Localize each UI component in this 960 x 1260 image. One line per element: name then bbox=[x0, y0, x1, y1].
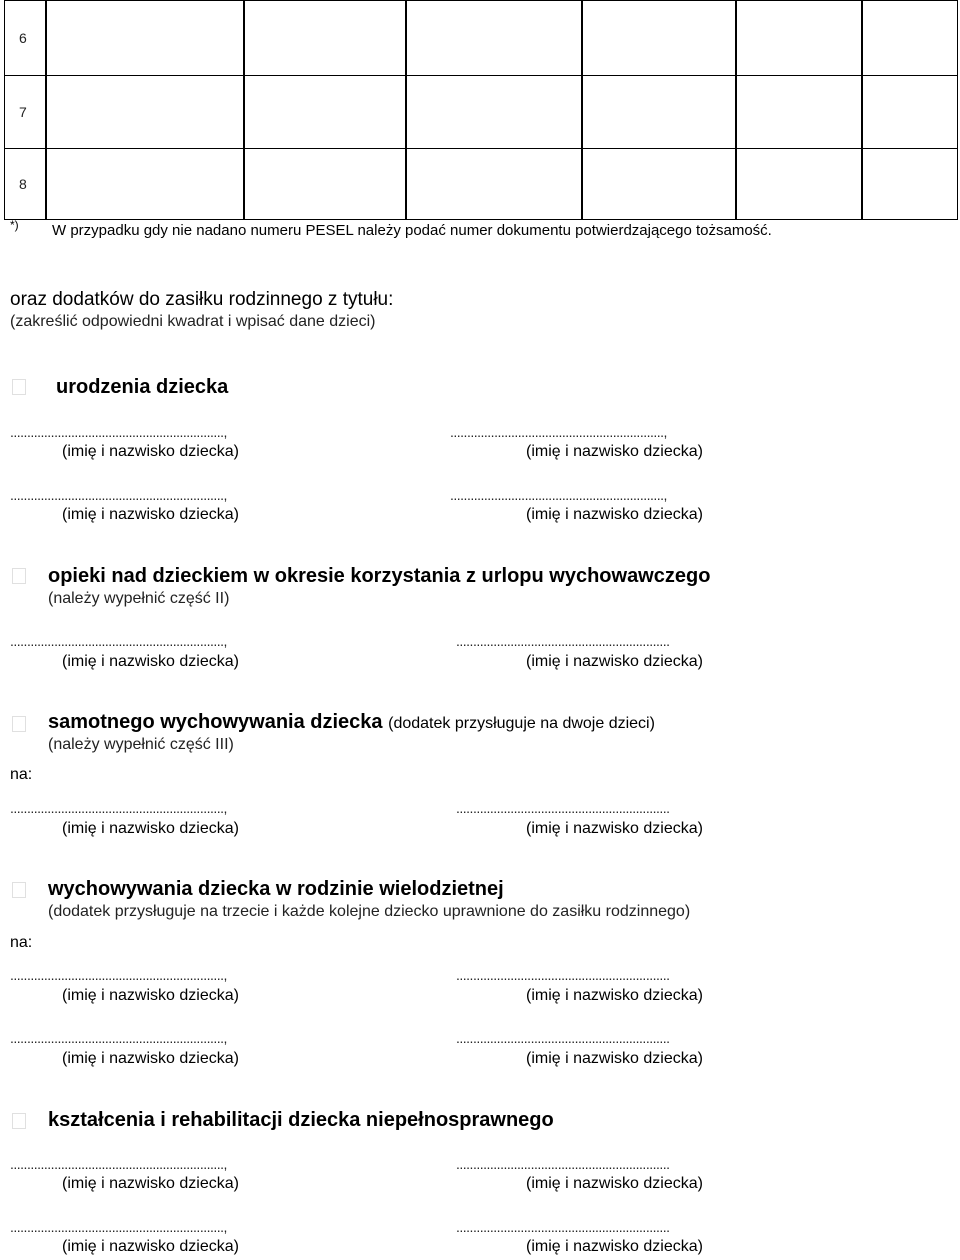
child-name-field[interactable]: ..............................................................., bbox=[10, 800, 227, 816]
child-name-field[interactable]: ............................................................... bbox=[456, 1219, 670, 1235]
table-cell[interactable] bbox=[46, 0, 244, 76]
field-caption: (imię i nazwisko dziecka) bbox=[526, 653, 703, 670]
table-cell[interactable] bbox=[244, 148, 406, 220]
child-name-field[interactable]: ............................................................... bbox=[456, 1156, 670, 1172]
table-cell[interactable] bbox=[582, 0, 736, 76]
field-caption: (imię i nazwisko dziecka) bbox=[62, 1050, 239, 1067]
field-caption: (imię i nazwisko dziecka) bbox=[62, 443, 239, 460]
table-row-number: 8 bbox=[4, 148, 46, 220]
field-caption: (imię i nazwisko dziecka) bbox=[526, 1175, 703, 1192]
child-name-field[interactable]: ............................................................... bbox=[456, 633, 670, 649]
table-cell[interactable] bbox=[582, 148, 736, 220]
option-title-wielodzietnej: wychowywania dziecka w rodzinie wielodzietnej bbox=[48, 878, 504, 900]
checkbox-wielodzietnej[interactable] bbox=[12, 882, 26, 898]
field-caption: (imię i nazwisko dziecka) bbox=[526, 820, 703, 837]
option-title-opieki: opieki nad dzieckiem w okresie korzystania z urlopu wychowawczego bbox=[48, 565, 711, 587]
child-name-field[interactable]: ..............................................................., bbox=[10, 1219, 227, 1235]
field-caption: (imię i nazwisko dziecka) bbox=[62, 987, 239, 1004]
table-cell[interactable] bbox=[862, 148, 958, 220]
table-cell[interactable] bbox=[46, 148, 244, 220]
child-name-field[interactable]: ..............................................................., bbox=[10, 487, 227, 503]
option-title-urodzenia: urodzenia dziecka bbox=[56, 376, 229, 398]
na-label: na: bbox=[10, 766, 33, 783]
option-title-ksztalcenia: kształcenia i rehabilitacji dziecka niepełnosprawnego bbox=[48, 1109, 554, 1131]
option-instruction-samotnego: (należy wypełnić część III) bbox=[48, 736, 234, 753]
checkbox-samotnego[interactable] bbox=[12, 716, 26, 732]
field-caption: (imię i nazwisko dziecka) bbox=[62, 506, 239, 523]
field-caption: (imię i nazwisko dziecka) bbox=[62, 1238, 239, 1255]
option-title-samotnego bbox=[48, 711, 655, 734]
child-name-field[interactable]: ..............................................................., bbox=[450, 424, 667, 440]
field-caption: (imię i nazwisko dziecka) bbox=[526, 506, 703, 523]
table-cell[interactable] bbox=[736, 148, 862, 220]
option-instruction-wielodzietnej: (dodatek przysługuje na trzecie i każde kolejne dziecko uprawnione do zasiłku rodzinnego) bbox=[48, 903, 691, 920]
child-name-field[interactable]: ..............................................................., bbox=[450, 487, 667, 503]
field-caption: (imię i nazwisko dziecka) bbox=[526, 443, 703, 460]
checkbox-opieki[interactable] bbox=[12, 568, 26, 584]
section-instruction: (zakreślić odpowiedni kwadrat i wpisać dane dzieci) bbox=[10, 313, 376, 330]
table-cell[interactable] bbox=[244, 0, 406, 76]
section-heading: oraz dodatków do zasiłku rodzinnego z tytułu: bbox=[10, 289, 394, 310]
table-cell[interactable] bbox=[582, 75, 736, 149]
table-row-number: 7 bbox=[4, 75, 46, 149]
option-note-samotnego: (dodatek przysługuje na dwoje dzieci) bbox=[388, 715, 655, 732]
child-name-field[interactable]: ..............................................................., bbox=[10, 1030, 227, 1046]
table-cell[interactable] bbox=[406, 0, 582, 76]
checkbox-ksztalcenia[interactable] bbox=[12, 1113, 26, 1129]
table-cell[interactable] bbox=[406, 75, 582, 149]
field-caption: (imię i nazwisko dziecka) bbox=[62, 653, 239, 670]
field-caption: (imię i nazwisko dziecka) bbox=[526, 987, 703, 1004]
table-cell[interactable] bbox=[736, 0, 862, 76]
child-name-field[interactable]: ............................................................... bbox=[456, 1030, 670, 1046]
checkbox-urodzenia[interactable] bbox=[12, 379, 26, 395]
table-cell[interactable] bbox=[46, 75, 244, 149]
child-name-field[interactable]: ..............................................................., bbox=[10, 1156, 227, 1172]
field-caption: (imię i nazwisko dziecka) bbox=[526, 1238, 703, 1255]
child-name-field[interactable]: ..............................................................., bbox=[10, 424, 227, 440]
footnote-text: W przypadku gdy nie nadano numeru PESEL należy podać numer dokumentu potwierdzającego tożsamość. bbox=[52, 222, 772, 239]
na-label: na: bbox=[10, 934, 33, 951]
table-row-number: 6 bbox=[4, 0, 46, 76]
footnote-mark: *) bbox=[10, 218, 19, 232]
option-title-samotnego-text: samotnego wychowywania dziecka bbox=[48, 711, 383, 733]
child-name-field[interactable]: ............................................................... bbox=[456, 967, 670, 983]
table-cell[interactable] bbox=[244, 75, 406, 149]
child-name-field[interactable]: ..............................................................., bbox=[10, 967, 227, 983]
table-cell[interactable] bbox=[862, 75, 958, 149]
field-caption: (imię i nazwisko dziecka) bbox=[526, 1050, 703, 1067]
child-name-field[interactable]: ..............................................................., bbox=[10, 633, 227, 649]
table-cell[interactable] bbox=[736, 75, 862, 149]
field-caption: (imię i nazwisko dziecka) bbox=[62, 820, 239, 837]
table-cell[interactable] bbox=[406, 148, 582, 220]
child-name-field[interactable]: ............................................................... bbox=[456, 800, 670, 816]
option-instruction-opieki: (należy wypełnić część II) bbox=[48, 590, 230, 607]
field-caption: (imię i nazwisko dziecka) bbox=[62, 1175, 239, 1192]
table-cell[interactable] bbox=[862, 0, 958, 76]
